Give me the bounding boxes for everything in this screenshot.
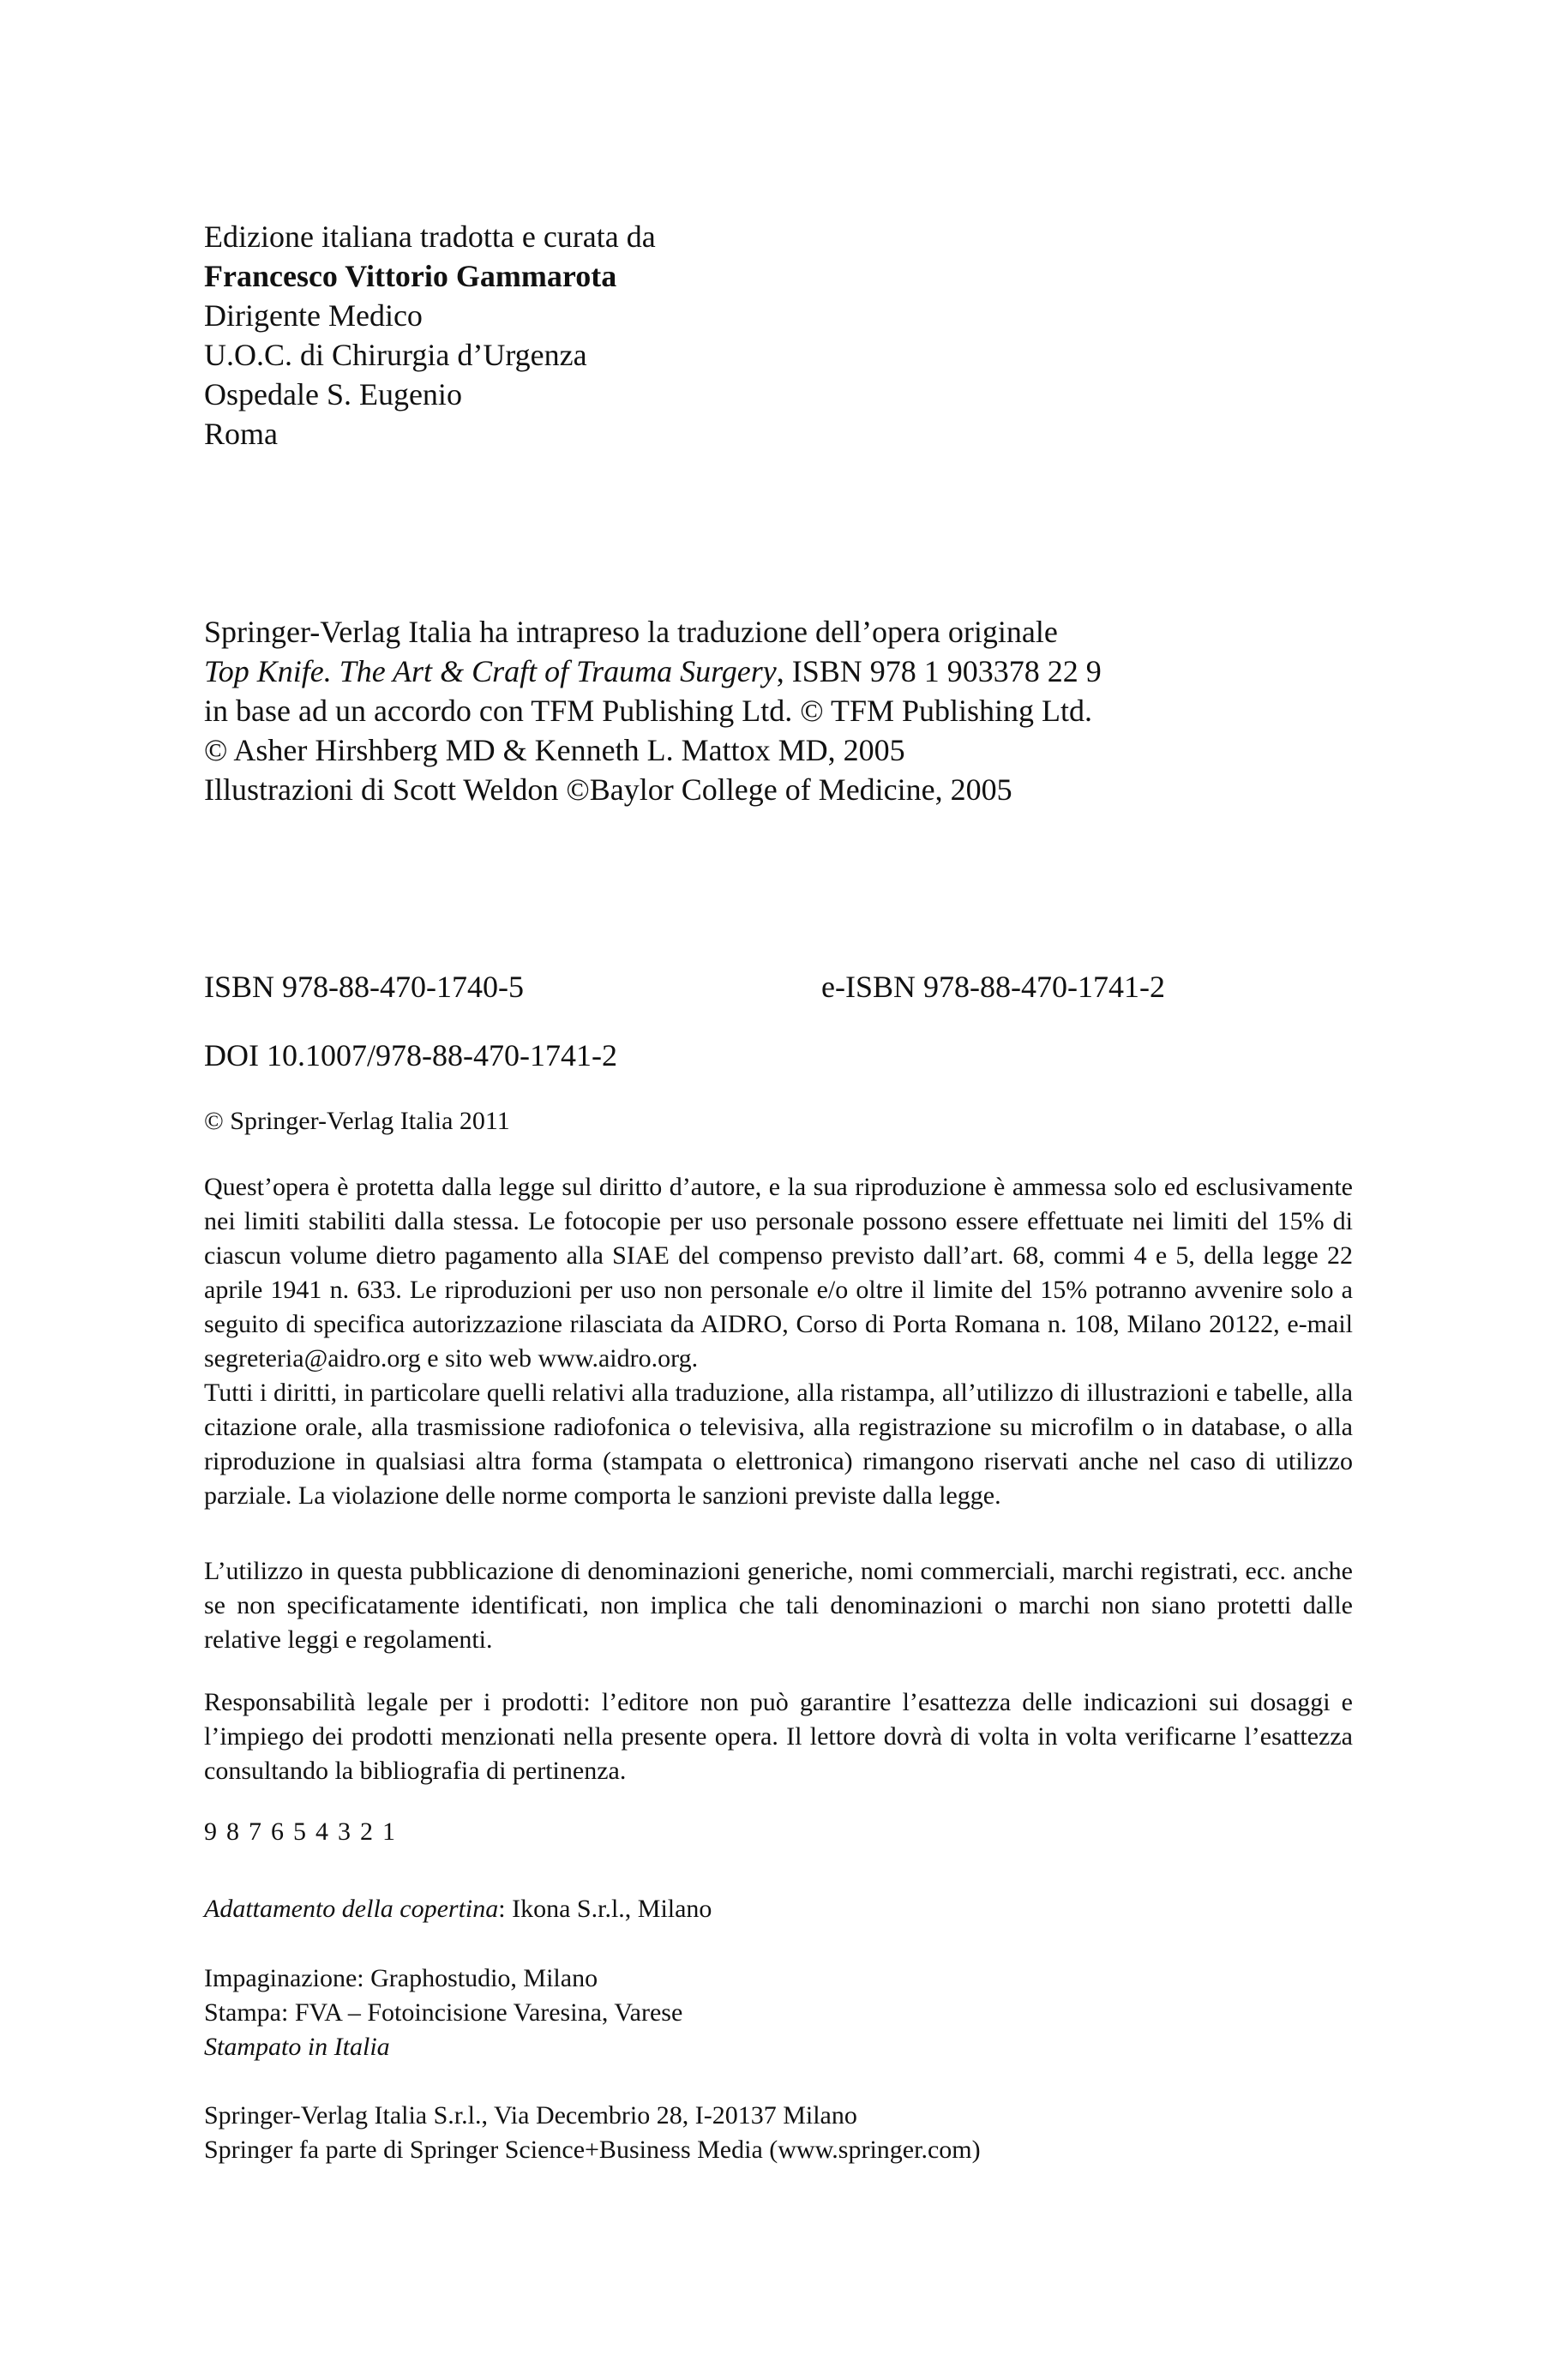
legal-paragraph-3: L’utilizzo in questa pubblicazione di denominazioni generiche, nomi commerciali, marchi registrati, ecc. anche se non specificatamente identificati, non implica che tali denominazioni o marchi non siano protetti dalle relative leggi e regolamenti. (204, 1557, 1353, 1654)
translator-unit: U.O.C. di Chirurgia d’Urgenza (204, 338, 587, 372)
printing-digit: 2 (360, 1817, 373, 1846)
translator-city: Roma (204, 417, 278, 451)
original-line-2 (204, 652, 1353, 691)
copyright-page (204, 0, 1353, 2164)
legal-notice (204, 1170, 1353, 1513)
legal-paragraph-2: Tutti i diritti, in particolare quelli relativi alla traduzione, alla ristampa, all’utilizzo di illustrazioni e tabelle, alla citazione orale, alla trasmissione radiofonica o televisiva, alla registrazione su microfilm o in database, o alla riproduzione in qualsiasi altra forma (stampata o elettronica) rimangono riservati anche nel caso di utilizzo parziale. La violazione delle norme comporta le sanzioni previste dalla legge. (204, 1379, 1353, 1510)
copyright-text: © Springer-Verlag Italia 2011 (204, 1107, 510, 1135)
copyright-line (204, 1104, 1353, 1138)
trademark-notice (204, 1554, 1353, 1657)
printing-digit: 9 (204, 1817, 217, 1846)
translator-role: Dirigente Medico (204, 298, 423, 333)
isbn-row (204, 967, 1353, 1006)
printing-digit: 1 (382, 1817, 395, 1846)
e-isbn: e-ISBN 978-88-470-1741-2 (821, 970, 1165, 1004)
printing-digit: 6 (271, 1817, 284, 1846)
doi-text: DOI 10.1007/978-88-470-1741-2 (204, 1038, 617, 1072)
original-title: Top Knife. The Art & Craft of Trauma Surgery (204, 654, 777, 688)
print-credit: Stampa: FVA – Fotoincisione Varesina, Varese (204, 1998, 683, 2027)
printed-in: Stampato in Italia (204, 2033, 390, 2061)
printing-digit: 4 (315, 1817, 328, 1846)
printing-digit: 8 (226, 1817, 239, 1846)
cover-credit (204, 1892, 1353, 1926)
original-line-5: Illustrazioni di Scott Weldon ©Baylor College of Medicine, 2005 (204, 772, 1012, 807)
production-credits (204, 1961, 1353, 2064)
isbn: ISBN 978-88-470-1740-5 (204, 970, 524, 1004)
original-line-4: © Asher Hirshberg MD & Kenneth L. Mattox MD, 2005 (204, 733, 905, 767)
publisher-address: Springer-Verlag Italia S.r.l., Via Decembrio 28, I-20137 Milano (204, 2101, 857, 2130)
printing-line (204, 1815, 1353, 1849)
translator-name: Francesco Vittorio Gammarota (204, 259, 617, 293)
original-work-notice (204, 612, 1353, 809)
printing-digit: 3 (338, 1817, 351, 1846)
publisher-group: Springer fa parte di Springer Science+Business Media (www.springer.com) (204, 2136, 981, 2164)
printing-digit: 5 (293, 1817, 306, 1846)
cover-label: Adattamento della copertina (204, 1895, 499, 1923)
cover-value: : Ikona S.r.l., Milano (498, 1895, 712, 1923)
original-line-1: Springer-Verlag Italia ha intrapreso la traduzione dell’opera originale (204, 615, 1058, 649)
printing-digit: 7 (249, 1817, 261, 1846)
translator-hospital: Ospedale S. Eugenio (204, 377, 462, 412)
translator-intro: Edizione italiana tradotta e curata da (204, 219, 656, 254)
cover-credit-line (204, 1892, 1353, 1926)
publisher-info (204, 2099, 1353, 2167)
doi (204, 1036, 1353, 1075)
translator-credit (204, 217, 1353, 454)
legal-paragraph-1: Quest’opera è protetta dalla legge sul diritto d’autore, e la sua riproduzione è ammessa solo ed esclusivamente nei limiti stabiliti dalla stessa. Le fotocopie per uso personale possono essere effettuate nei limiti del 15% di ciascun volume dietro pagamento alla SIAE del compenso previsto dall’art. 68, commi 4 e 5, della legge 22 aprile 1941 n. 633. Le riproduzioni per uso non personale e/o oltre il limite del 15% potranno avvenire solo a seguito di specifica autorizzazione rilasciata da AIDRO, Corso di Porta Romana n. 108, Milano 20122, e-mail segreteria@aidro.org e sito web www.aidro.org. (204, 1173, 1353, 1373)
layout-credit: Impaginazione: Graphostudio, Milano (204, 1964, 598, 1992)
legal-paragraph-4: Responsabilità legale per i prodotti: l’editore non può garantire l’esattezza delle indicazioni sui dosaggi e l’impiego dei prodotti menzionati nella presente opera. Il lettore dovrà di volta in volta verificarne l’esattezza consultando la bibliografia di pertinenza. (204, 1688, 1353, 1785)
original-isbn: , ISBN 978 1 903378 22 9 (776, 654, 1102, 688)
liability-notice (204, 1685, 1353, 1788)
original-line-3: in base ad un accordo con TFM Publishing Ltd. © TFM Publishing Ltd. (204, 694, 1093, 728)
